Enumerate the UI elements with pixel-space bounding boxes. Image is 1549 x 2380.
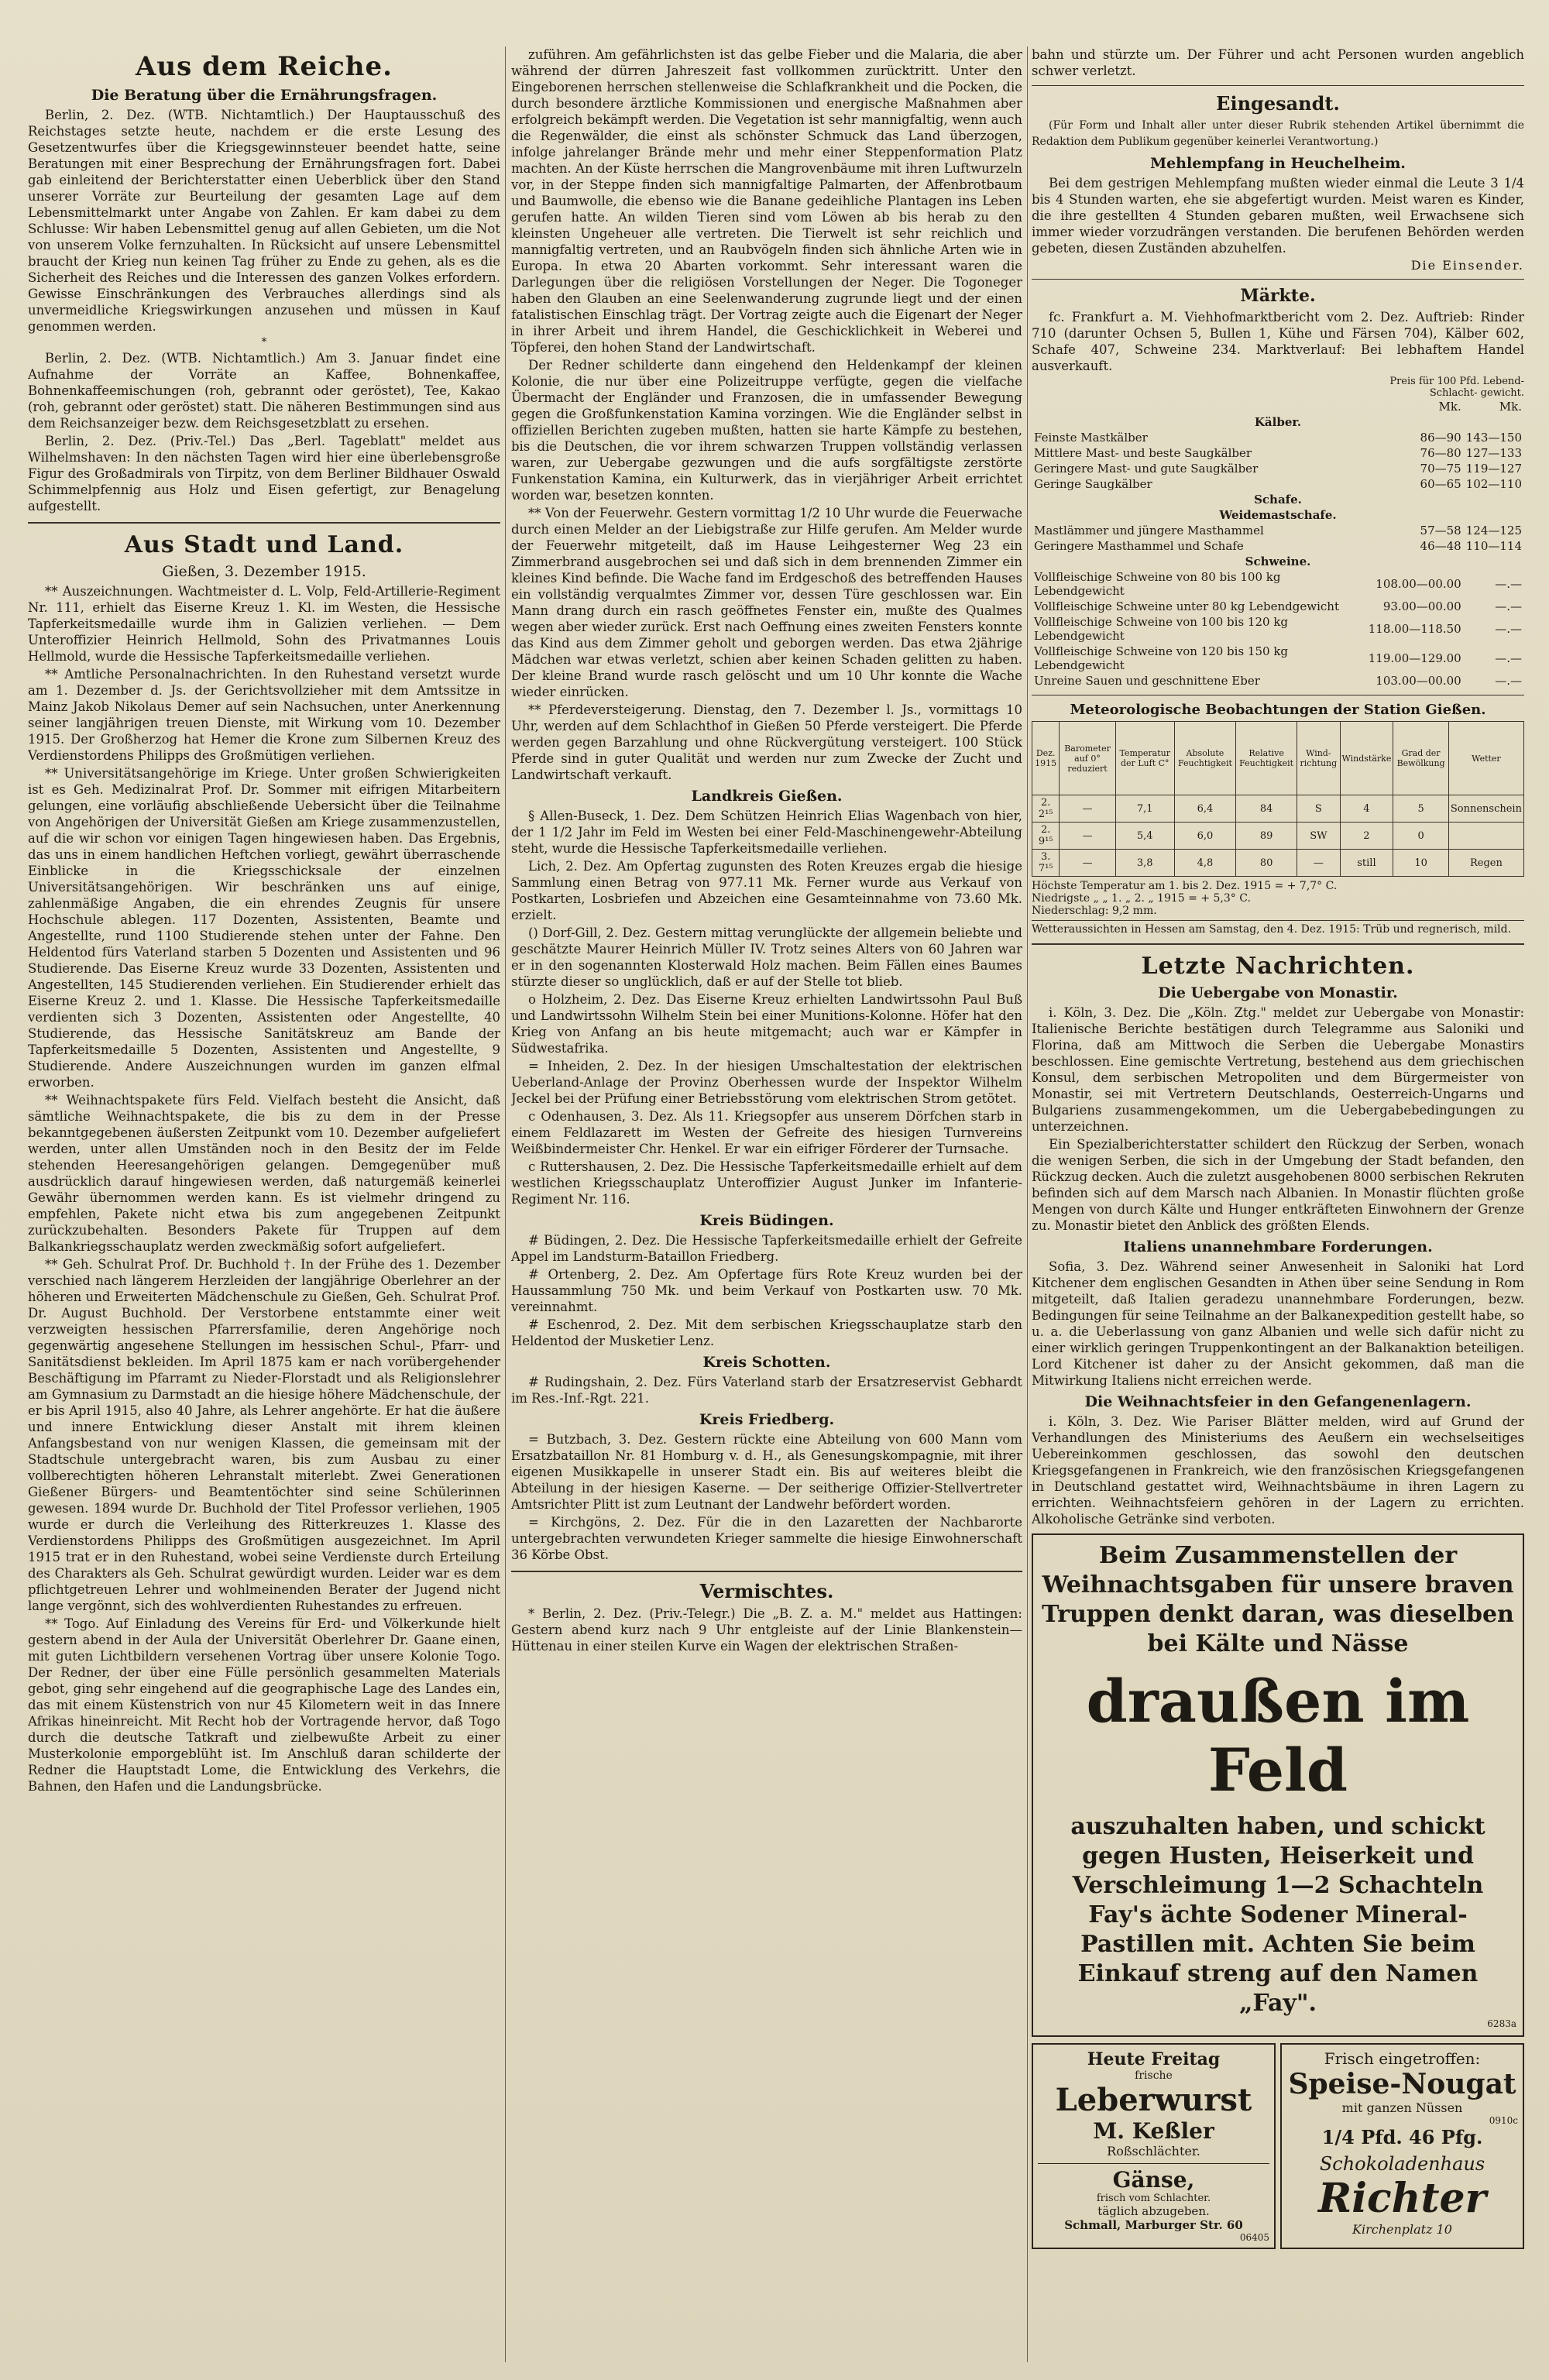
signature: Die Einsender. — [1410, 258, 1524, 273]
article-heading: Mehlempfang in Heuchelheim. — [1150, 155, 1406, 172]
market-price: —.— — [1495, 577, 1522, 591]
market-price: —.— — [1495, 651, 1522, 665]
article-paragraph: ** Togo. Auf Einladung des Vereins für Erd- und Völkerkunde hielt gestern abend in der Aula der Universität Oberlehrer Dr. Gaane einen, mit guten Lichtbildern versehenen Vortrag über unsere Kolonie Togo. Der Redner, der über eine Fülle persönlich gesammelten Materials gebot, ging sehr eingehend auf die geographische Lage des Landes ein, das mit einem Küstenstrich von nur 45 Kilometern weit in das Innere Afrikas hineinreicht. Mit Recht hob der Vortragende hervor, daß Togo durch die deutsche Tatkraft und zielbewußte Arbeit zu einer Musterkolonie emporgeblüht ist. Im Anschluß daran schilderte der Redner die Hauptstadt Lome, die Entwicklung des Verkehrs, die Bahnen, den Hafen und die Landungsbrücke. — [28, 1616, 500, 1794]
article-paragraph: * Berlin, 2. Dez. (Priv.-Telegr.) Die „B. Z. a. M." meldet aus Hattingen: Gestern abend kurz nach 9 Uhr entgleiste auf der Linie Blankenstein—Hüttenau in einer steilen Kurve ein Wagen der elektrischen Straßen- — [511, 1606, 1022, 1654]
meteo-cell: — — [1060, 795, 1115, 823]
meteo-cell: 10 — [1393, 850, 1449, 877]
article-paragraph: fc. Frankfurt a. M. Viehhofmarktbericht vom 2. Dez. Auftrieb: Rinder 710 (darunter Ochsen 5, Bullen 1, Kühe und Färsen 704), Kälber 602, Schafe 407, Schweine 234. Marktverlauf: Bei lebhaftem Handel ausverkauft. — [1032, 310, 1524, 373]
market-group-kaelber: Kälber. — [1254, 415, 1302, 429]
market-item: Mittlere Mast- und beste Saugkälber — [1034, 446, 1252, 460]
market-row — [1032, 599, 1524, 614]
article-paragraph: ** Von der Feuerwehr. Gestern vormittag 1/2 10 Uhr wurde die Feuerwache durch einen Melder an der Liebigstraße zur Hilfe gerufen. Am Melder wurde der Feuerwehr mitgeteilt, daß im Hause Leihgesterner Weg 23 ein Zimmerbrand ausgebrochen sei und daß sich in dem brennenden Zimmer ein kleines Kind befinde. Die Wache fand im Erdgeschoß des betreffenden Hauses ein vollständig verqualmtes Zimmer vor, dessen Türe geschlossen war. Ein Mann drang durch ein rasch geöffnetes Fenster ein, mußte des Qualmes wegen aber wieder zurück. Erst nach Oeffnung eines zweiten Fensters konnte das Kind aus dem Zimmer geholt und geborgen werden. Das etwa 2jährige Mädchen war etwas verletzt, schien aber keinen Schaden gelitten zu haben. Der kleine Brand wurde rasch gelöscht und um 10 Uhr konnte die Wache wieder einrücken. — [511, 506, 1022, 699]
meteo-cell: Regen — [1448, 850, 1523, 877]
meteo-column-header: Barometer auf 0° reduziert — [1060, 722, 1115, 795]
meteo-max: Höchste Temperatur am 1. bis 2. Dez. 1915 = + 7,7° C. — [1032, 880, 1338, 892]
meteo-cell: 80 — [1236, 850, 1297, 877]
market-price: 119.00—129.00 — [1368, 651, 1461, 665]
ad-text: auszuhalten haben, und schickt gegen Husten, Heiserkeit und Verschleimung 1—2 Schachteln Fay's ächte Sodener Mineral-Pastillen mit. Achten Sie beim Einkauf streng auf den Namen „Fay". — [1070, 1813, 1485, 2017]
meteo-cell: S — [1297, 795, 1340, 823]
article-paragraph: ** Pferdeversteigerung. Dienstag, den 7. Dezember l. Js., vormittags 10 Uhr, werden auf dem Schlachthof in Gießen 50 Pferde versteigert. Die Pferde werden gegen Barzahlung und ohne Rückvergütung versteigert. 100 Stück Pferde sind in guter Qualität und werden nur zum Zwecke der Zucht und Landwirtschaft verkauft. — [511, 702, 1022, 782]
meteo-cell: 84 — [1236, 795, 1297, 823]
market-item: Geringere Masthammel und Schafe — [1034, 539, 1244, 553]
meteo-cell: — — [1297, 850, 1340, 877]
advertisement-richter: Frisch eingetroffen: Speise-Nougat mit ganzen Nüssen 0910c 1/4 Pfd. 46 Pfg. Schokoladenhaus Richter Kirchenplatz 10 — [1280, 2043, 1524, 2249]
article-paragraph: Berlin, 2. Dez. (Priv.-Tel.) Das „Berl. Tageblatt" meldet aus Wilhelmshaven: In den nächsten Tagen wird hier eine überlebensgroße Figur des Großadmirals von Tirpitz, von dem Berliner Bildhauer Oswald Schimmelpfennig aus Holz und Eisen gefertigt, zur Benagelung aufgestellt. — [28, 434, 500, 513]
divider — [28, 522, 500, 524]
article-heading: Die Beratung über die Ernährungsfragen. — [91, 87, 438, 104]
district-heading: Kreis Schotten. — [702, 1354, 831, 1371]
meteo-column-header: Absolute Feuchtigkeit — [1174, 722, 1235, 795]
article-paragraph: Bei dem gestrigen Mehlempfang mußten wieder einmal die Leute 3 1/4 bis 4 Stunden warten, ehe sie abgefertigt wurden. Meist waren es Kinder, die ihre gestellten 4 Stunden gebaren mußten, weil Erwachsene sich immer wieder vorzudrängen verstanden. Die berufenen Behörden werden gebeten, diesen Zuständen abzuhelfen. — [1032, 176, 1524, 256]
meteo-cell: 89 — [1236, 823, 1297, 850]
market-price: 103.00—00.00 — [1376, 674, 1461, 688]
market-group-schafe: Schafe. — [1254, 493, 1302, 507]
meteo-column-header: Relative Feuchtigkeit — [1236, 722, 1297, 795]
section-title-maerkte: Märkte. — [1240, 286, 1316, 306]
article-paragraph: Lich, 2. Dez. Am Opfertag zugunsten des Roten Kreuzes ergab die hiesige Sammlung einen Betrag von 977.11 Mk. Ferner wurde aus Verkauf von Postkarten, Losbriefen und Abzeichen eine Gesamteinnahme von 73.60 Mk. erzielt. — [511, 859, 1022, 922]
market-unit: Mk. — [1499, 400, 1522, 414]
market-price: 143—150 — [1465, 431, 1522, 445]
article-paragraph: ** Universitätsangehörige im Kriege. Unter großen Schwierigkeiten ist es Geh. Medizinalrat Prof. Dr. Sommer mit eifrigen Mitarbeitern gelungen, eine vorläufig abschließende Uebersicht über die Teilnahme von Angehörigen der Universität Gießen am Kriege zusammenzustellen, auf die wir schon vor einigen Tagen hingewiesen haben. Das Ergebnis, das uns in einem handlichen Heftchen vorliegt, gewährt überraschende Einblicke in die Kriegsschicksale der einzelnen Universitätsangehörigen. Wir beschränken uns auf einige, zahlenmäßige Angaben, die ein ehrendes Zeugnis für unsere Hochschule ablegen. 117 Dozenten, Assistenten, Beamte und Angestellte, rund 1100 Studierende stehen unter der Fahne. Den Heldentod fürs Vaterland starben 5 Dozenten und Assistenten und 96 Studierende. Das Eiserne Kreuz wurde 33 Dozenten, Assistenten und Angestellten, 145 Studierenden verliehen. Ein Studierender erhielt das Eiserne Kreuz 2. und 1. Klasse. Die Hessische Tapferkeitsmedaille verdienten sich 3 Dozenten, Assistenten oder Angestellte, 40 Studierende, das Hessische Sanitätskreuz am Bande der Tapferkeitsmedaille 5 Dozenten, Assistenten und Angestellte, 9 Studierende. Andere Auszeichnungen wurden im ganzen elfmal erworben. — [28, 766, 500, 1090]
market-item: Vollfleischige Schweine von 100 bis 120 kg Lebendgewicht — [1034, 615, 1289, 643]
meteo-cell: 0 — [1393, 823, 1449, 850]
weather-table — [1032, 721, 1524, 877]
market-unit — [1032, 399, 1366, 414]
meteo-cell: still — [1340, 850, 1393, 877]
meteo-row — [1032, 823, 1524, 850]
article-paragraph: Ein Spezialberichterstatter schildert den Rückzug der Serben, wonach die wenigen Serben, die sich in der Umgebung der Stadt befanden, den Rückzug decken. Auch die zuletzt ausgehobenen 8000 serbischen Rekruten befinden sich auf dem Marsch nach Albanien. In Monastir flüchten große Mengen von durch Kälte und Hunger entkräfteten Einwohnern der Grenze zu. Monastir bietet den Anblick des größten Elends. — [1032, 1137, 1524, 1233]
section-title-reich: Aus dem Reiche. — [136, 51, 393, 82]
column-2 — [511, 46, 1022, 2362]
meteo-cell: 6,4 — [1174, 795, 1235, 823]
editorial-note: (Für Form und Inhalt aller unter dieser Rubrik stehenden Artikel übernimmt die Redaktion dem Publikum gegenüber keinerlei Verantwortung.) — [1032, 119, 1524, 148]
meteo-column-header: Wetter — [1448, 722, 1523, 795]
market-price: —.— — [1495, 622, 1522, 636]
article-paragraph: () Dorf-Gill, 2. Dez. Gestern mittag verunglückte der allgemein beliebte und geschätzte Maurer Heinrich Müller IV. Trotz seines Alters von 60 Jahren war er in den sogenannten Klosterwald Holz machen. Beim Fällen eines Baumes stürzte dieser so unglücklich, daß er auf der Stelle tot blieb. — [511, 926, 1022, 989]
article-paragraph: c Ruttershausen, 2. Dez. Die Hessische Tapferkeitsmedaille erhielt auf dem westlichen Kriegsschauplatz Unteroffizier August Junker im Infanterie-Regiment Nr. 116. — [511, 1159, 1022, 1207]
article-paragraph: zuführen. Am gefährlichsten ist das gelbe Fieber und die Malaria, die aber während der dürren Jahreszeit fast vollkommen zurücktritt. Unter den Eingeborenen herrschen stellenweise die Schlafkrankheit und die Pocken, die durch besondere ärztliche Kommissionen und energische Maßnahmen aber erfolgreich bekämpft werden. Die Vegetation ist sehr mannigfaltig, wenn auch die Regenwälder, die einst als schönster Schmuck das Land überzogen, infolge jahrelanger Brände mehr und mehr einer Steppenformation Platz machten. An der Küste herrschen die Mangrovenbäume mit ihren Luftwurzeln vor, in der Steppe finden sich mannigfaltige Palmarten, der Affenbrotbaum und Baumwolle, die ebenso wie die Banane gedeihliche Plantagen ins Leben gerufen hatte. An wilden Tieren sind vom Löwen ab bis herab zu den kleinsten Ungeheuer alle vertreten. Die Tierwelt ist sehr reichlich und mannigfaltig vertreten, und an Raubvögeln finden sich ähnliche Arten wie in Europa. In etwa 20 Abarten vorkommt. Sehr interessant waren die Darlegungen über die religiösen Vorstellungen der Neger. Die Togoneger haben den Glauben an eine Seelenwanderung zugrunde liegt und der einen fatalistischen Einschlag trägt. Der Vortrag zeigte auch die Eigenart der Neger in ihrer Arbeit und ihrem Handel, die Geschicklichkeit in Weberei und Töpferei, den hohen Stand der Landwirtschaft. — [511, 47, 1022, 355]
market-item: Vollfleischige Schweine von 80 bis 100 kg Lebendgewicht — [1034, 570, 1281, 598]
market-price: 76—80 — [1420, 446, 1461, 460]
article-heading: Die Weihnachtsfeier in den Gefangenenlagern. — [1084, 1393, 1472, 1410]
market-price: 70—75 — [1420, 462, 1461, 476]
article-paragraph: o Holzheim, 2. Dez. Das Eiserne Kreuz erhielten Landwirtssohn Paul Buß und Landwirtssohn Wilhelm Stein bei einer Munitions-Kolonne. Höfer hat den Krieg von Anfang an bis heute mitgemacht; auch war er Kämpfer in Südwestafrika. — [511, 992, 1022, 1056]
meteo-cell: 7,1 — [1115, 795, 1174, 823]
market-price: 127—133 — [1465, 446, 1522, 460]
column-rule — [505, 46, 506, 2362]
article-heading: Die Uebergabe von Monastir. — [1158, 984, 1398, 1001]
market-price: 118.00—118.50 — [1368, 622, 1461, 636]
meteo-cell: 2. 9¹⁵ — [1032, 823, 1060, 850]
meteo-cell: 6,0 — [1174, 823, 1235, 850]
meteo-column-header: Temperatur der Luft C° — [1115, 722, 1174, 795]
article-paragraph: # Ortenberg, 2. Dez. Am Opfertage fürs Rote Kreuz wurden bei der Haussammlung 750 Mk. und beim Verkauf von Postkarten usw. 70 Mk. vereinnahmt. — [511, 1267, 1022, 1314]
ad-text: Beim Zusammenstellen der Weihnachtsgaben für unsere braven Truppen denkt daran, was dieselben bei Kälte und Nässe — [1042, 1542, 1514, 1657]
meteo-precip: Niederschlag: 9,2 mm. — [1032, 905, 1157, 917]
article-paragraph: Berlin, 2. Dez. (WTB. Nichtamtlich.) Der Hauptausschuß des Reichstages setzte heute, nachdem er die erste Lesung des Gesetzentwurfes über die Kriegsgewinnsteuer beendet hatte, seine Beratungen mit einer Besprechung der Ernährungsfragen fort. Dabei gab einleitend der Berichterstatter einen Ueberblick über den Stand unserer Vorräte zur Beurteilung der gesamten Lage auf dem Lebensmittelmarkt unter Angabe von Zahlen. Er kam dabei zu dem Schlusse: Wir haben Lebensmittel genug auf allen Gebieten, um die Not von unserem Volke fernzuhalten. In Rücksicht auf unsere Lebensmittel braucht der Krieg nun keinen Tag früher zu Ende zu gehen, als es die Sicherheit des Reiches und die Interessen des ganzen Volkes erfordern. Gewisse Einschränkungen des Verbrauches allerdings sind als unvermeidliche Kriegswirkungen anzusehen und müssen in Kauf genommen werden. — [28, 108, 500, 334]
market-item: Mastlämmer und jüngere Masthammel — [1034, 524, 1264, 537]
market-item: Unreine Sauen und geschnittene Eber — [1034, 674, 1260, 688]
weather-forecast: Wetteraussichten in Hessen am Samstag, den 4. Dez. 1915: Trüb und regnerisch, mild. — [1032, 920, 1524, 936]
market-row — [1032, 673, 1524, 689]
market-price: 93.00—00.00 — [1382, 599, 1461, 613]
article-paragraph: Der Redner schilderte dann eingehend den Heldenkampf der kleinen Kolonie, die nur über eine Polizeitruppe verfügte, gegen die vielfache Übermacht der Engländer und Franzosen, die in umfassender Bewegung gegen die Großfunkenstation Kamina vorzingen. Wie die Engländer selbst in offiziellen Berichten zugeben mußten, hatten sie harte Kämpfe zu bestehen, bis die Deutschen, die vor ihrem schwarzen Truppen vollständig verlassen waren, zur Uebergabe gezwungen und die aufs sorgfältigste zerstörte Funkenstation Kamina, ein Kulturwerk, das in vierjähriger Arbeit errichtet worden war, besetzen konnten. — [511, 358, 1022, 503]
market-price: 124—125 — [1465, 524, 1522, 537]
market-row — [1032, 476, 1524, 492]
market-row — [1032, 461, 1524, 476]
market-price: —.— — [1495, 674, 1522, 688]
meteo-cell: SW — [1297, 823, 1340, 850]
meteo-column-header: Grad der Bewölkung — [1393, 722, 1449, 795]
market-unit: Mk. — [1438, 400, 1461, 414]
market-price: 57—58 — [1420, 524, 1461, 537]
meteo-cell: — — [1060, 850, 1115, 877]
article-paragraph: ** Amtliche Personalnachrichten. In den Ruhestand versetzt wurde am 1. Dezember d. Js. der Gerichtsvollzieher mit dem Amtssitze in Mainz Jakob Nikolaus Demer auf sein Nachsuchen, unter Anerkennung seiner langjährigen treuen Dienste, mit Wirkung vom 10. Dezember 1915. Der Großherzog hat Hemer die Krone zum Silbernen Kreuz des Verdienstordens Philipps des Großmütigen verliehen. — [28, 667, 500, 763]
meteo-cell: 4 — [1340, 795, 1393, 823]
market-item: Geringe Saugkälber — [1034, 477, 1152, 491]
column-rule — [1027, 46, 1028, 2362]
market-row — [1032, 445, 1524, 461]
district-heading: Kreis Friedberg. — [699, 1411, 835, 1428]
meteo-cell: 4,8 — [1174, 850, 1235, 877]
section-title-letzte-nachrichten: Letzte Nachrichten. — [1141, 953, 1415, 980]
meteo-min: Niedrigste „ „ 1. „ 2. „ 1915 = + 5,3° C. — [1032, 892, 1251, 905]
meteo-cell — [1448, 823, 1523, 850]
article-paragraph: = Inheiden, 2. Dez. In der hiesigen Umschaltestation der elektrischen Ueberland-Anlage der Provinz Oberhessen wurde der Inspektor Wilhelm Jeckel bei der Prüfung einer Betriebsstörung vom elektrischen Strom getötet. — [511, 1059, 1022, 1106]
article-paragraph: Berlin, 2. Dez. (WTB. Nichtamtlich.) Am 3. Januar findet eine Aufnahme der Vorräte an Kaffee, Bohnenkaffee, Bohnenkaffeemischungen (roh, gebrannt oder geröstet), Tee, Kakao (roh, gebrannt oder geröstet) statt. Die näheren Bestimmungen sind aus dem Reichsanzeiger bezw. dem Reichsgesetzblatt zu ersehen. — [28, 351, 500, 431]
divider — [511, 1571, 1022, 1572]
article-paragraph: i. Köln, 3. Dez. Wie Pariser Blätter melden, wird auf Grund der Verhandlungen des Ministeriums des Aeußern ein wechselseitiges Uebereinkommen geschlossen, das sowohl den deutschen Kriegsgefangenen in Frankreich, wie den französischen Kriegsgefangenen in Deutschland gestattet wird, Weihnachtsbäume in ihren Lagern zu errichten. Weihnachtsfeiern gehören in der Lagern zu errichten. Alkoholische Getränke sind verboten. — [1032, 1414, 1524, 1527]
advertisement-kessler: Heute Freitag frische Leberwurst M. Keßler Roßschlächter. Gänse, frisch vom Schlachter. täglich abzugeben. Schmall, Marburger Str. 60 06405 — [1032, 2043, 1276, 2249]
market-price: 60—65 — [1420, 477, 1461, 491]
article-paragraph: ** Geh. Schulrat Prof. Dr. Buchhold †. In der Frühe des 1. Dezember verschied nach längerem Herzleiden der langjährige Oberlehrer an der höheren und Erweiterten Mädchenschule zu Gießen, Geh. Schulrat Prof. Dr. August Buchhold. Der Verstorbene entstammte einer weit verzweigten hessischen Pfarrersfamilie, deren Angehörige noch gegenwärtig angesehene Stellungen im hessischen Schul-, Pfarr- und Sanitätsdienst bekleiden. Im April 1875 kam er nach vorübergehender Beschäftigung im Pfarramt zu Nieder-Florstadt und als Religionslehrer am Gymnasium zu Darmstadt an die hiesige höhere Mädchenschule, der er bis April 1915, also 40 Jahre, als Lehrer angehörte. Er hat die äußere und innere Entwicklung dieser Anstalt mit ihrem kleinen Anfangsbestand von nur wenigen Klassen, die gemeinsam mit der Stadtschule untergebracht waren, bis zum Ausbau zu einer vollberechtigten höheren Lehranstalt miterlebt. Zwei Generationen Gießener Bürgers- und Beamtentöchter sind seine Schülerinnen gewesen. 1894 wurde Dr. Buchhold der Titel Professor verliehen, 1905 wurde er durch die Verleihung des Ritterkreuzes 1. Klasse des Verdienstordens Philipps des Großmütigen ausgezeichnet. Im April 1915 trat er in den Ruhestand, wobei seine Verdienste durch Erteilung des Charakters als Geh. Schulrat gewürdigt wurden. Leider war es dem pflichtgetreuen Lehrer und wohlmeinenden Berater der Jugend nicht lange vergönnt, sich des wohlverdienten Ruhestandes zu erfreuen. — [28, 1257, 500, 1613]
market-price: 108.00—00.00 — [1376, 577, 1461, 591]
meteo-cell: 5,4 — [1115, 823, 1174, 850]
article-heading: Italiens unannehmbare Forderungen. — [1123, 1238, 1433, 1255]
article-paragraph: Sofia, 3. Dez. Während seiner Anwesenheit in Saloniki hat Lord Kitchener dem englischen Gesandten in Athen über seine Sendung in Rom mitgeteilt, daß Italien geradezu unannehmbare Forderungen, bezw. Bedingungen für seine Teilnahme an der Balkanexpedition gestellt habe, so u. a. die Ueberlassung von ganz Albanien und welle sich dafür nicht zu einer wirklich geringen Truppenkontingent an der Balkanaktion beteiligen. Lord Kitchener ist daher zu der Ansicht gekommen, daß man die Mitwirkung Italiens nicht erreichen werde. — [1032, 1259, 1524, 1388]
article-paragraph: = Butzbach, 3. Dez. Gestern rückte eine Abteilung von 600 Mann vom Ersatzbataillon Nr. 81 Homburg v. d. H., als Genesungskompagnie, mit ihrer eigenen Musikkapelle in unserer Stadt ein. Bis auf weiteres bleibt die Abteilung in der hiesigen Kaserne. — Der seitherige Offizier-Stellvertreter Amtsrichter Plitt ist zum Leutnant der Landwehr befördert worden. — [511, 1432, 1022, 1512]
market-item: Feinste Mastkälber — [1034, 431, 1148, 445]
article-paragraph: i. Köln, 3. Dez. Die „Köln. Ztg." meldet zur Uebergabe von Monastir: Italienische Berichte bestätigen durch Telegramme aus Saloniki und Florina, daß am Mittwoch die Serben die Uebergabe Monastirs beschlossen. Eine gemischte Vertretung, bestehend aus dem griechischen Konsul, dem serbischen Metropoliten und dem Bürgermeister von Monastir, sei mit Vertretern Deutschlands, Oesterreich-Ungarns und Bulgariens zusammengekommen, um die Uebergabebedingungen zu unterzeichnen. — [1032, 1005, 1524, 1134]
market-price: 119—127 — [1465, 462, 1522, 476]
dateline: Gießen, 3. Dezember 1915. — [162, 563, 366, 580]
meteo-heading: Meteorologische Beobachtungen der Station Gießen. — [1070, 702, 1486, 718]
market-item: Geringere Mast- und gute Saugkälber — [1034, 462, 1259, 476]
section-title-vermischtes: Vermischtes. — [699, 1580, 834, 1602]
advertisement-fay — [1032, 1533, 1524, 2037]
column-3 — [1032, 46, 1524, 2362]
article-paragraph: # Eschenrod, 2. Dez. Mit dem serbischen Kriegsschauplatze starb den Heldentod der Musketier Lenz. — [511, 1317, 1022, 1348]
article-paragraph: = Kirchgöns, 2. Dez. Für die in den Lazaretten der Nachbarorte untergebrachten verwundeten Krieger sammelte die hiesige Einwohnerschaft 36 Körbe Obst. — [511, 1515, 1022, 1562]
market-row — [1032, 430, 1524, 445]
section-title-eingesandt: Eingesandt. — [1216, 92, 1340, 115]
market-group-schweine: Schweine. — [1245, 555, 1311, 568]
market-price: 86—90 — [1420, 431, 1461, 445]
article-paragraph: bahn und stürzte um. Der Führer und acht Personen wurden angeblich schwer verletzt. — [1032, 47, 1524, 78]
market-row — [1032, 644, 1524, 673]
market-price: —.— — [1495, 599, 1522, 613]
article-paragraph: # Büdingen, 2. Dez. Die Hessische Tapferkeitsmedaille erhielt der Gefreite Appel im Landsturm-Bataillon Friedberg. — [511, 1233, 1022, 1264]
meteo-column-header: Wind-richtung — [1297, 722, 1340, 795]
article-paragraph: § Allen-Buseck, 1. Dez. Dem Schützen Heinrich Elias Wagenbach von hier, der 1 1/2 Jahr im Feld im Westen bei einer Feld-Maschinengewehr-Abteilung steht, wurde die Hessische Tapferkeitsmedaille verliehen. — [511, 809, 1022, 856]
market-subgroup: Weidemastschafe. — [1219, 508, 1337, 522]
meteo-cell: 3. 7¹⁵ — [1032, 850, 1060, 877]
market-price: 102—110 — [1465, 477, 1522, 491]
meteo-cell: — — [1060, 823, 1115, 850]
market-price: 46—48 — [1420, 539, 1461, 553]
market-item: Vollfleischige Schweine von 120 bis 150 kg Lebendgewicht — [1034, 644, 1289, 672]
small-ads-row — [1032, 2043, 1524, 2249]
market-row — [1032, 523, 1524, 538]
ad-code: 6283a — [1487, 2018, 1516, 2029]
meteo-column-header: Dez. 1915 — [1032, 722, 1060, 795]
section-title-stadt-land: Aus Stadt und Land. — [124, 531, 404, 558]
article-paragraph: # Rudingshain, 2. Dez. Fürs Vaterland starb der Ersatzreservist Gebhardt im Res.-Inf.-Rgt. 221. — [511, 1375, 1022, 1406]
meteo-cell: Sonnenschein — [1448, 795, 1523, 823]
meteo-row — [1032, 795, 1524, 823]
price-header: Preis für 100 Pfd. Lebend- Schlacht- gewicht. — [1389, 376, 1524, 399]
meteo-cell: 2 — [1340, 823, 1393, 850]
meteo-cell: 5 — [1393, 795, 1449, 823]
market-row — [1032, 614, 1524, 644]
market-price: 110—114 — [1465, 539, 1522, 553]
meteo-cell: 2. 2¹⁵ — [1032, 795, 1060, 823]
meteo-row — [1032, 850, 1524, 877]
district-heading: Kreis Büdingen. — [699, 1212, 834, 1229]
ad-headline: draußen im Feld — [1086, 1667, 1470, 1805]
market-table — [1032, 399, 1524, 689]
column-1: Aus dem Reiche. Die Beratung über die Ernährungsfragen. Berlin, 2. Dez. (WTB. Nichtamtlich.) Der Hauptausschuß des Reichstages setzte heute, nachdem er die erste Lesung des Gesetzentwurfes über die Kriegsgewinnsteuer beendet hatte, seine Beratungen mit einer Besprechung der Ernährungsfragen fort. Dabei gab einleitend der Berichterstatter einen Ueberblick über den Stand unserer Vorräte zur Beurteilung der gesamten Lage auf dem Lebensmittelmarkt unter Angabe von Zahlen. Er kam dabei zu dem Schlusse: Wir haben Lebensmittel genug auf allen Gebieten, um die Not von unserem Volke fernzuhalten. In Rücksicht auf unsere Lebensmittel braucht der Krieg nun keinen Tag früher zu Ende zu gehen, als es die Sicherheit des Reiches und die Interessen des ganzen Volkes erfordern. Gewisse Einschränkungen des Verbrauches allerdings sind als unvermeidliche Kriegswirkungen anzusehen und müssen in Kauf genommen werden. * Berlin, 2. Dez. (WTB. Nichtamtlich.) Am 3. Januar findet eine Aufnahme der Vorräte an Kaffee, Bohnenkaffee, Bohnenkaffeemischungen (roh, gebrannt oder geröstet), Tee, Kakao (roh, gebrannt oder geröstet) statt. Die näheren Bestimmungen sind aus dem Reichsanzeiger bezw. dem Reichsgesetzblatt zu ersehen. Berlin, 2. Dez. (Priv.-Tel.) Das „Berl. Tageblatt" meldet aus Wilhelmshaven: In den nächsten Tagen wird hier eine überlebensgroße Figur des Großadmirals von Tirpitz, von dem Berliner Bildhauer Oswald Schimmelpfennig aus Holz und Eisen gefertigt, zur Benagelung aufgestellt. Aus Stadt und Land. Gießen, 3. Dezember 1915. ** Auszeichnungen. Wachtmeister d. L. Volp, Feld-Artillerie-Regiment Nr. 111, erhielt das Eiserne Kreuz 1. Kl. im Westen, die Hessische Tapferkeitsmedaille wurde ihm in Galizien verliehen. — Dem Unteroffizier Heinrich Hellmold, Sohn des Privatmannes Louis Hellmold, wurde die Hessische Tapferkeitsmedaille verliehen. ** Amtliche Personalnachrichten. In den Ruhestand versetzt wurde am 1. Dezember d. Js. der Gerichtsvollzieher mit dem Amtssitze in Mainz Jakob Nikolaus Demer auf sein Nachsuchen, unter Anerkennung seiner langjährigen treuen Dienste, mit Wirkung vom 10. Dezember 1915. Der Großherzog hat Hemer die Krone zum Silbernen Kreuz des Verdienstordens Philipps des Großmütigen verliehen. ** Universitätsangehörige im Kriege. Unter großen Schwierigkeiten ist es Geh. Medizinalrat Prof. Dr. Sommer mit eifrigen Mitarbeitern gelungen, eine vorläufig abschließende Uebersicht über die Teilnahme von Angehörigen der Universität Gießen am Kriege zusammenzustellen, auf die wir schon vor einigen Tagen hingewiesen haben. Das Ergebnis, das uns in einem handlichen Heftchen vorliegt, gewährt überraschende Einblicke in die Kriegsschicksale der einzelnen Universitätsangehörigen. Wir beschränken uns auf einige, zahlenmäßige Angaben, die ein ehrendes Zeugnis für unsere Hochschule ablegen. 117 Dozenten, Assistenten, Beamte und Angestellte, rund 1100 Studierende stehen unter der Fahne. Den Heldentod fürs Vaterland starben 5 Dozenten und Assistenten und 96 Studierende. Das Eiserne Kreuz wurde 33 Dozenten, Assistenten und Angestellten, 145 Studierenden verliehen. Ein Studierender erhielt das Eiserne Kreuz 2. und 1. Klasse. Die Hessische Tapferkeitsmedaille verdienten sich 3 Dozenten, Assistenten oder Angestellte, 40 Studierende, das Hessische Sanitätskreuz am Bande der Tapferkeitsmedaille 5 Dozenten, Assistenten und Angestellte, 9 Studierende. Andere Auszeichnungen wurden im ganzen elfmal erworben. ** Weihnachtspakete fürs Feld. Vielfach besteht die Ansicht, daß sämtliche Weihnachtspakete, die bis zu dem in der Presse bekanntgegebenen äußersten Zeitpunkt vom 10. Dezember aufgeliefert werden, unter allen Umständen noch in den Besitz der im Felde stehenden Heeresangehörigen gelangen. Demgegenüber muß ausdrücklich darauf hingewiesen werden, daß naturgemäß keinerlei Gewähr übernommen werden kann. Es ist vielmehr dringend zu empfehlen, Pakete nicht etwa bis zum angegebenen Zeitpunkt zurückzubehalten. Besonders Pakete für Truppen auf dem Balkankriegsschauplatz werden zweckmäßig sofort aufgeliefert. ** Geh. Schulrat Prof. Dr. Buchhold †. In der Frühe des 1. Dezember verschied nach längerem Herzleiden der langjährige Oberlehrer an der höheren und Erweiterten Mädchenschule zu Gießen, Geh. Schulrat Prof. Dr. August Buchhold. Der Verstorbene entstammte einer weit verzweigten hessischen Pfarrersfamilie, deren Angehörige noch gegenwärtig angesehene Stellungen im hessischen Schul-, Pfarr- und Sanitätsdienst bekleiden. Im April 1875 kam er nach vorübergehender Beschäftigung im Pfarramt zu Nieder-Florstadt und als Religionslehrer am Gymnasium zu Darmstadt an die hiesige höhere Mädchenschule, der er bis April 1915, also 40 Jahre, als Lehrer angehörte. Er hat die äußere und innere Entwicklung dieser Anstalt mit ihrem kleinen Anfangsbestand von nur wenigen Klassen, die gemeinsam mit der Stadtschule untergebracht waren, bis zum Ausbau zu einer vollberechtigten höheren Lehranstalt miterlebt. Zwei Generationen Gießener Bürgers- und Beamtentöchter sind seine Schülerinnen gewesen. 1894 wurde Dr. Buchhold der Titel Professor verliehen, 1905 wurde er durch die Verleihung des Ritterkreuzes 1. Klasse des Verdienstordens Philipps des Großmütigen ausgezeichnet. Im April 1915 trat er in den Ruhestand, wobei seine Verdienste durch Erteilung des Charakters als Geh. Schulrat gewürdigt wurden. Leider war es dem pflichtgetreuen Lehrer und wohlmeinenden Berater der Jugend nicht lange vergönnt, sich des wohlverdienten Ruhestandes zu erfreuen. ** Togo. Auf Einladung des Vereins für Erd- und Völkerkunde hielt gestern abend in der Aula der Universität Oberlehrer Dr. Gaane einen, mit guten Lichtbildern versehenen Vortrag über unsere Kolonie Togo. Der Redner, der über eine Fülle persönlich gesammelten Materials gebot, ging sehr eingehend auf die geographische Lage des Landes ein, das mit einem Küstenstrich von nur 45 Kilometern weit in das Innere Afrikas hineinreicht. Mit Recht hob der Vortragende hervor, daß Togo durch die deutsche Tatkraft und zielbewußte Arbeit zu einer Musterkolonie emporgeblüht ist. Im Anschluß daran schilderte der Redner die Hauptstadt Lome, die Entwicklung des Verkehrs, die Bahnen, den Hafen und die Landungsbrücke. — [28, 51, 500, 1794]
meteo-column-header: Windstärke — [1340, 722, 1393, 795]
article-paragraph: ** Auszeichnungen. Wachtmeister d. L. Volp, Feld-Artillerie-Regiment Nr. 111, erhielt das Eiserne Kreuz 1. Kl. im Westen, die Hessische Tapferkeitsmedaille wurde ihm in Galizien verliehen. — Dem Unteroffizier Heinrich Hellmold, Sohn des Privatmannes Louis Hellmold, wurde die Hessische Tapferkeitsmedaille verliehen. — [28, 584, 500, 664]
article-paragraph: ** Weihnachtspakete fürs Feld. Vielfach besteht die Ansicht, daß sämtliche Weihnachtspakete, die bis zu dem in der Presse bekanntgegebenen äußersten Zeitpunkt vom 10. Dezember aufgeliefert werden, unter allen Umständen noch in den Besitz der im Felde stehenden Heeresangehörigen gelangen. Demgegenüber muß ausdrücklich darauf hingewiesen werden, daß naturgemäß keinerlei Gewähr übernommen werden kann. Es ist vielmehr dringend zu empfehlen, Pakete nicht etwa bis zum angegebenen Zeitpunkt zurückzubehalten. Besonders Pakete für Truppen auf dem Balkankriegsschauplatz werden zweckmäßig sofort aufgeliefert. — [28, 1093, 500, 1254]
district-heading: Landkreis Gießen. — [691, 788, 843, 805]
market-row — [1032, 538, 1524, 554]
market-row — [1032, 569, 1524, 599]
market-item: Vollfleischige Schweine unter 80 kg Lebendgewicht — [1034, 599, 1339, 613]
meteo-cell: 3,8 — [1115, 850, 1174, 877]
article-paragraph: c Odenhausen, 3. Dez. Als 11. Kriegsopfer aus unserem Dörfchen starb in einem Feldlazarett im Westen der Gefreite des hiesigen Turnvereins Weißbindermeister Chr. Henkel. Er war ein eifriger Förderer der Turnsache. — [511, 1109, 1022, 1156]
